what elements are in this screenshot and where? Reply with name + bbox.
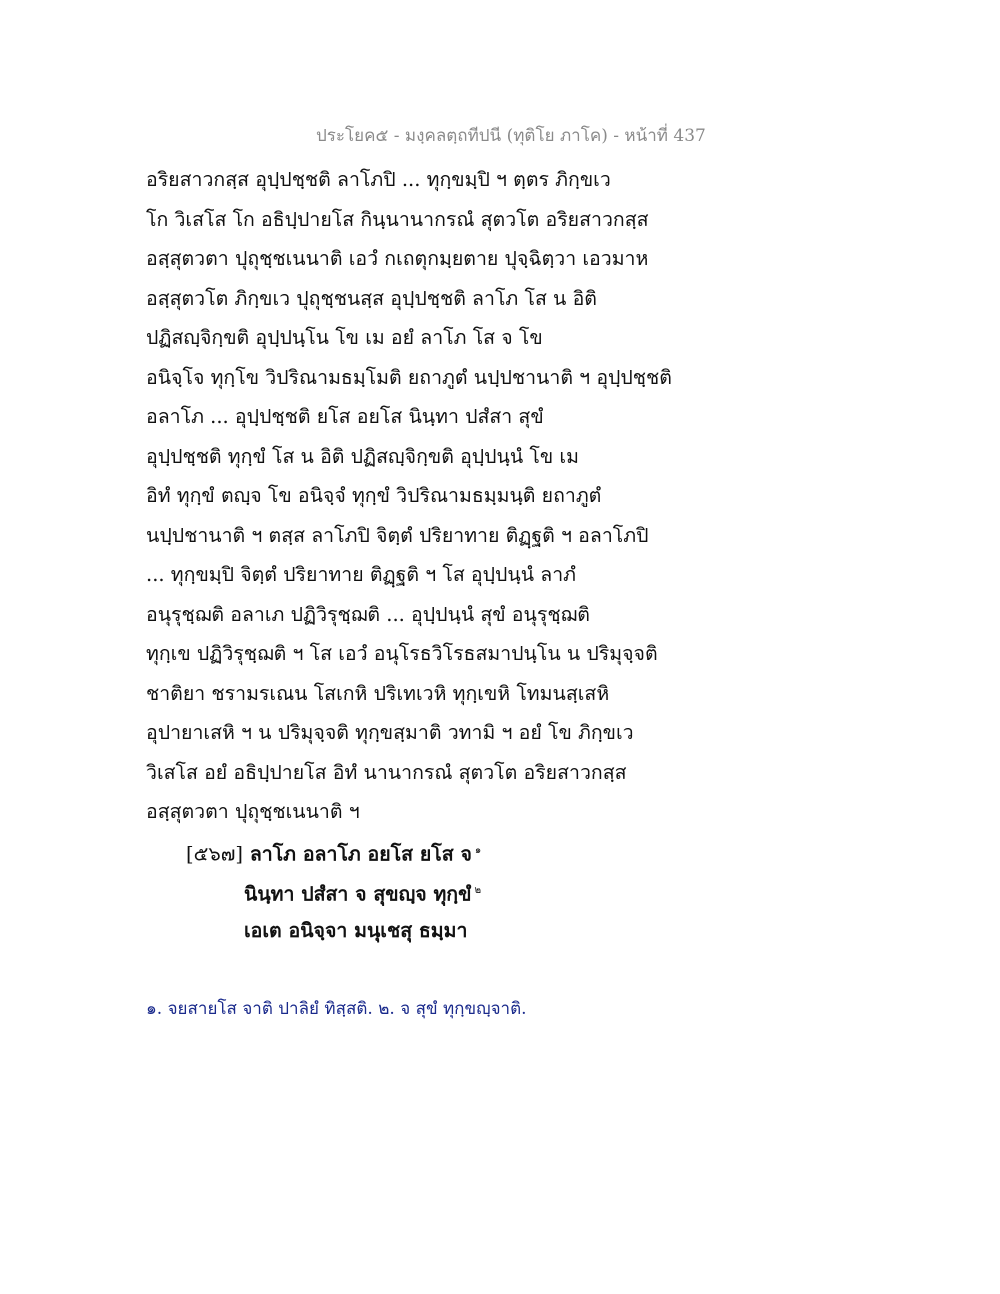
body-line: อิทํ ทุกฺขํ ตญฺจ โข อนิจฺจํ ทุกฺขํ วิปริณามธมฺมนฺติ ยถาภูตํ: [146, 484, 602, 507]
verse-text: ลาโภ อลาโภ อยโส ยโส จ: [249, 842, 472, 866]
verse-text: นินฺทา ปสํสา จ สุขญฺจ ทุกฺขํ: [244, 882, 472, 906]
body-line: ชาติยา ชรามรเณน โสเกหิ ปริเทเวหิ ทุกฺเขหิ โทมนสฺเสหิ: [146, 681, 610, 705]
body-line: อนุรุชฺฌติ อลาเภ ปฏิวิรุชฺฌติ ... อุปฺปนฺนํ สุขํ อนุรุชฺฌติ: [146, 602, 590, 626]
body-line: อุปายาเสหิ ฯ น ปริมุจฺจติ ทุกฺขสฺมาติ วทามิ ฯ อยํ โข ภิกฺขเว: [146, 721, 634, 744]
body-line: อสฺสุตวโต ภิกฺขเว ปุถุชฺชนสฺส อุปฺปชฺชติ ลาโภ โส น อิติ: [146, 286, 597, 310]
body-line: อุปฺปชฺชติ ทุกฺขํ โส น อิติ ปฏิสญฺจิกฺขติ อุปฺปนฺนํ โข เม: [146, 444, 579, 468]
body-line: อริยสาวกสฺส อุปฺปชฺชติ ลาโภปิ ... ทุกฺขมฺปิ ฯ ตฺตร ภิกฺขเว: [146, 168, 611, 191]
verse-line-1: [186, 836, 481, 870]
body-line: โก วิเสโส โก อธิปฺปายโส กินฺนานากรณํ สุตวโต อริยสาวกสฺส: [146, 207, 649, 231]
verse-line-3: [244, 916, 467, 946]
body-line: นปฺปชานาติ ฯ ตสฺส ลาโภปิ จิตฺตํ ปริยาทาย ติฏฺฐติ ฯ อลาโภปิ: [146, 523, 649, 547]
footnote: ๑. จยสายโส จาติ ปาลิยํ ทิสฺสติ. ๒. จ สุขํ ทุกฺขญฺจาติ.: [146, 999, 527, 1019]
body-line: ... ทุกฺขมฺปิ จิตฺตํ ปริยาทาย ติฏฺฐติ ฯ โส อุปฺปนฺนํ ลาภํ: [146, 563, 576, 586]
body-line: วิเสโส อยํ อธิปฺปายโส อิทํ นานากรณํ สุตวโต อริยสาวกสฺส: [146, 760, 627, 784]
body-line: อนิจฺโจ ทุกฺโข วิปริณามธมฺโมติ ยถาภูตํ นปฺปชานาติ ฯ อุปฺปชฺชติ: [146, 365, 672, 389]
body-line: ปฏิสญฺจิกฺขติ อุปฺปนฺโน โข เม อยํ ลาโภ โส จ โข: [146, 326, 543, 349]
verse-line-2: [244, 876, 481, 910]
body-line: อลาโภ ... อุปฺปชฺชติ ยโส อยโส นินฺทา ปสํสา สุขํ: [146, 405, 544, 428]
footnote-ref: ๑: [474, 845, 482, 856]
body-text: [146, 160, 706, 832]
body-line: ทุกฺเข ปฏิวิรุชฺฌติ ฯ โส เอวํ อนุโรธวิโรธสมาปนฺโน น ปริมุจฺจติ: [146, 642, 658, 665]
verse-text: เอเต อนิจฺจา มนุเชสุ ธมฺมา: [244, 919, 468, 942]
body-line: อสฺสุตวตา ปุถุชฺชเนนาติ เอวํ กเถตุกมฺยตาย ปุจฺฉิตฺวา เอวมาห: [146, 247, 649, 270]
verse-number: [๕๖๗]: [186, 842, 244, 866]
page-header: ประโยค๕ - มงฺคลตฺถทีปนี (ทุติโย ภาโค) - หน้าที่ 437: [316, 126, 706, 146]
body-line: อสฺสุตวตา ปุถุชฺชเนนาติ ฯ: [146, 800, 360, 823]
footnote-ref: ๒: [474, 885, 482, 896]
